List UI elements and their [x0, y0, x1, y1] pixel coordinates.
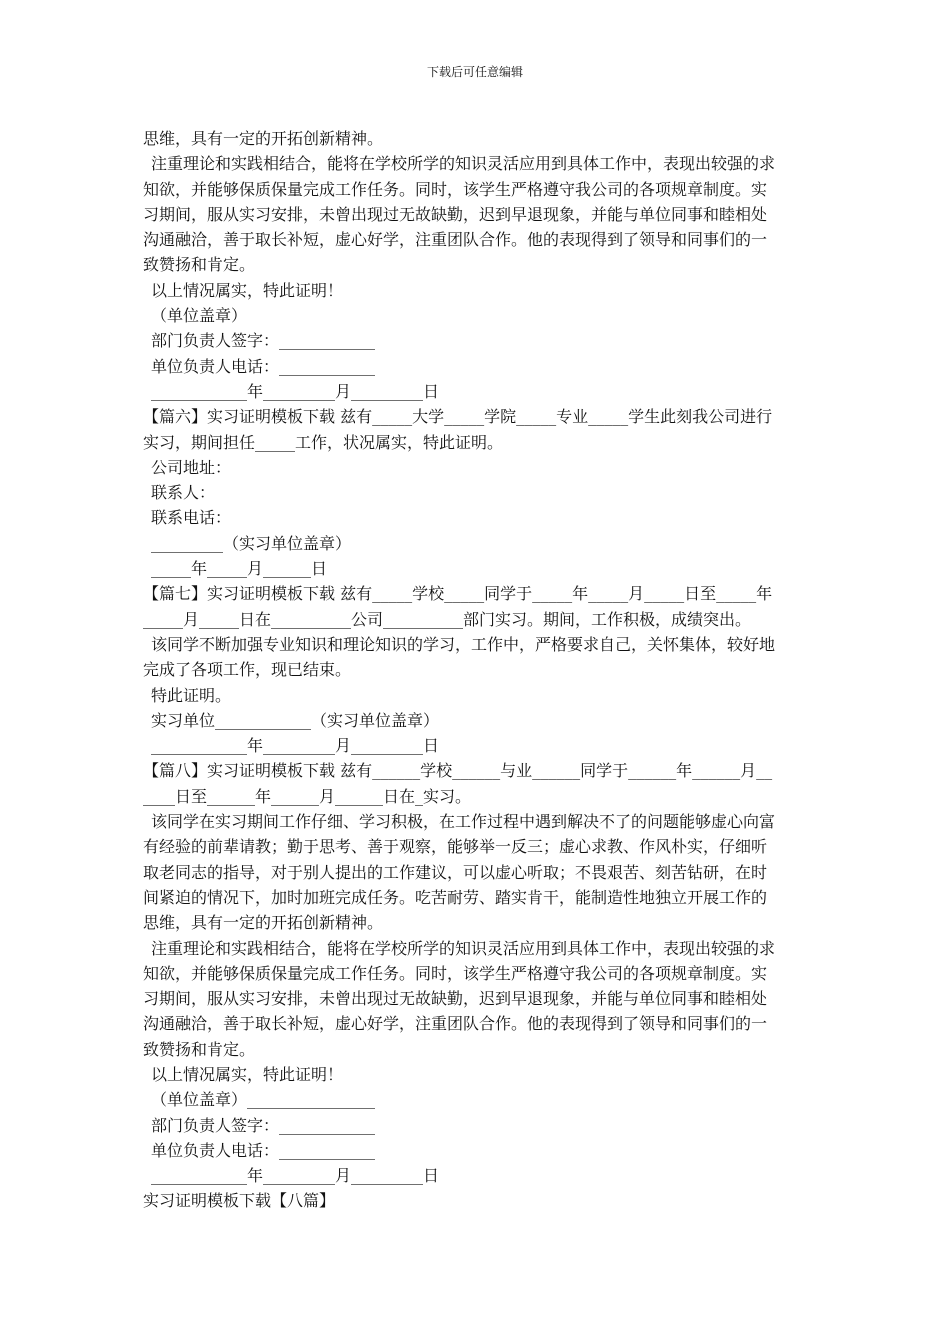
document-body [143, 126, 810, 1214]
text-line: 【篇七】实习证明模板下载 兹有_____学校_____同学于_____年_____月_____日至_____年 [143, 584, 773, 604]
text-line: 致赞扬和肯定。 [143, 1039, 256, 1059]
text-line: 部门负责人签字：____________ [151, 331, 376, 351]
text-line: 单位负责人电话：____________ [151, 1140, 376, 1160]
text-line: 联系人： [151, 483, 216, 503]
text-line: 实习，期间担任_____工作，状况属实，特此证明。 [143, 432, 504, 452]
text-line: _____年_____月______日 [151, 559, 328, 579]
text-line: 部门负责人签字：____________ [151, 1115, 376, 1135]
text-line: ____________年_________月_________日 [151, 381, 440, 401]
text-line: 间紧迫的情况下，加时加班完成任务。吃苦耐劳、踏实肯干，能制造性地独立开展工作的 [143, 887, 768, 907]
text-line: 知欲，并能够保质保量完成工作任务。同时，该学生严格遵守我公司的各项规章制度。实 [143, 963, 768, 983]
text-line: 注重理论和实践相结合，能将在学校所学的知识灵活应用到具体工作中，表现出较强的求 [151, 154, 776, 174]
text-line: 习期间，服从实习安排，未曾出现过无故缺勤，迟到早退现象，并能与单位同事和睦相处 [143, 204, 768, 224]
text-line: 沟通融洽，善于取长补短，虚心好学，注重团队合作。他的表现得到了领导和同事们的一 [143, 1014, 768, 1034]
text-line: 公司地址： [151, 457, 232, 477]
text-line: 该同学在实习期间工作仔细、学习积极，在工作过程中遇到解决不了的问题能够虚心向富 [151, 812, 776, 832]
text-line: 习期间，服从实习安排，未曾出现过无故缺勤，迟到早退现象，并能与单位同事和睦相处 [143, 989, 768, 1009]
text-line: （单位盖章）________________ [151, 1090, 376, 1110]
text-line: 以上情况属实，特此证明！ [151, 280, 344, 300]
text-line: ____________年_________月_________日 [151, 736, 440, 756]
text-line: 联系电话： [151, 508, 232, 528]
text-line: 特此证明。 [151, 685, 232, 705]
text-line: ____________年_________月_________日 [151, 1166, 440, 1186]
text-line: ____日至______年______月______日在_实习。 [143, 786, 472, 806]
text-line: 以上情况属实，特此证明！ [151, 1064, 344, 1084]
text-line: 有经验的前辈请教；勤于思考、善于观察，能够举一反三；虚心求教、作风朴实，仔细听 [143, 837, 768, 857]
text-line: 知欲，并能够保质保量完成工作任务。同时，该学生严格遵守我公司的各项规章制度。实 [143, 179, 768, 199]
text-line: 取老同志的指导，对于别人提出的工作建议，可以虚心听取；不畏艰苦、刻苦钻研，在时 [143, 862, 768, 882]
text-line: 思维，具有一定的开拓创新精神。 [143, 913, 384, 933]
page-header: 下载后可任意编辑 [426, 65, 523, 79]
text-line: 该同学不断加强专业知识和理论知识的学习，工作中，严格要求自己，关怀集体，较好地 [151, 634, 776, 654]
text-line: _____月_____日在__________公司__________部门实习。期间，工作积极，成绩突出。 [143, 609, 752, 629]
text-line: 注重理论和实践相结合，能将在学校所学的知识灵活应用到具体工作中，表现出较强的求 [151, 938, 776, 958]
text-line: 思维，具有一定的开拓创新精神。 [143, 129, 384, 148]
text-line: 沟通融洽，善于取长补短，虚心好学，注重团队合作。他的表现得到了领导和同事们的一 [143, 230, 768, 250]
text-line: 致赞扬和肯定。 [143, 255, 256, 275]
text-line: 实习证明模板下载【八篇】 [143, 1191, 336, 1211]
text-line: 单位负责人电话：____________ [151, 356, 376, 376]
text-line: 【篇六】实习证明模板下载 兹有_____大学_____学院_____专业_____学生此刻我公司进行 [143, 407, 773, 427]
text-line: 【篇八】实习证明模板下载 兹有______学校______与业______同学于______年______月__ [143, 761, 773, 781]
text-line: 实习单位____________（实习单位盖章） [151, 710, 440, 730]
text-line: （单位盖章） [151, 306, 248, 326]
text-line: 完成了各项工作，现已结束。 [143, 660, 352, 680]
text-line: _________（实习单位盖章） [151, 533, 352, 553]
